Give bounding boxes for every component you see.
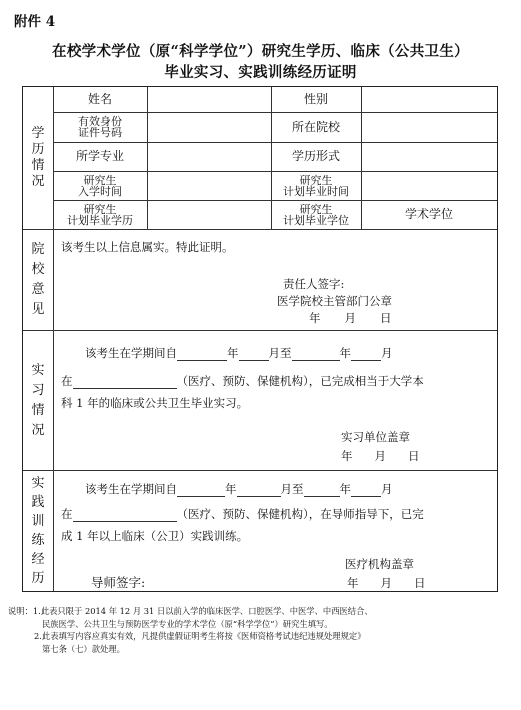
- year-label: 年: [339, 346, 351, 360]
- school-stamp-label: 医学院校主管部门公章: [277, 294, 392, 308]
- end-year-field[interactable]: [292, 346, 340, 361]
- to-label: 至: [292, 482, 304, 496]
- note-line: 2.此表填写内容应真实有效，凡提供虚假证明考生将按《医师资格考试违纪违规处理规定》: [34, 631, 366, 641]
- note-line: 第七条（七）款处理。: [42, 643, 125, 654]
- mentor-signature-label: 导师签字:: [91, 575, 146, 590]
- start-month-field[interactable]: [237, 482, 281, 497]
- note-text: 1.此表只限于 2014 年 12 月 31 日以前入学的临床医学、口腔医学、中医学、中西医结合、: [32, 606, 373, 616]
- section-label-internship: [23, 331, 53, 470]
- day-label: 日: [380, 311, 392, 325]
- section-char: 实: [31, 362, 45, 378]
- internship-completion-line: 科 1 年的临床或公共卫生毕业实习。: [61, 396, 249, 410]
- month-label: 月: [381, 482, 393, 496]
- period-text: 该考生在学期间自: [85, 482, 177, 496]
- planned-grad-time-label: [271, 171, 361, 200]
- gender-value-cell[interactable]: [361, 87, 497, 112]
- section-char: 践: [31, 495, 45, 510]
- degree-value: 学术学位: [404, 207, 453, 221]
- day-label: 日: [408, 449, 420, 463]
- name-label: 姓名: [87, 92, 112, 106]
- planned-grad-degree-label: [53, 200, 147, 229]
- to-label: 至: [280, 346, 292, 360]
- internship-date: [341, 448, 420, 464]
- end-month-field[interactable]: [351, 346, 381, 361]
- section-char: 情: [31, 402, 45, 418]
- institution-prefix: 在: [61, 374, 73, 388]
- year-label: 年: [225, 482, 237, 496]
- planned-grad-degree-value-cell[interactable]: [147, 200, 271, 229]
- section-char: 院: [31, 242, 45, 257]
- form-title-line1: 在校学术学位（原“科学学位”）研究生学历、临床（公共卫生）: [52, 43, 469, 60]
- entry-time-label: [53, 171, 147, 200]
- section-char: 校: [31, 262, 45, 277]
- institution-field[interactable]: [73, 507, 177, 522]
- section-char: 训: [31, 514, 45, 529]
- school-value-cell[interactable]: [361, 112, 497, 142]
- section-char: 习: [31, 382, 45, 398]
- notes-label: 说明：: [8, 606, 33, 616]
- end-month-field[interactable]: [351, 482, 381, 497]
- name-value-cell[interactable]: [147, 87, 271, 112]
- month-label: 月: [280, 482, 292, 496]
- institution-field[interactable]: [73, 374, 177, 389]
- month-label: 月: [381, 346, 393, 360]
- label-line: 研究生: [299, 202, 333, 216]
- month-label: 月: [380, 576, 392, 590]
- start-month-field[interactable]: [239, 346, 269, 361]
- end-year-field[interactable]: [304, 482, 340, 497]
- section-label-education: [23, 87, 53, 229]
- day-label: 日: [414, 576, 426, 590]
- year-label: 年: [341, 449, 353, 463]
- note-line: [8, 605, 513, 618]
- period-text: 该考生在学期间自: [85, 346, 177, 360]
- section-char: 见: [31, 302, 45, 317]
- section-char: 况: [31, 174, 45, 189]
- section-label-practice: [23, 471, 53, 591]
- section-char: 实: [31, 476, 45, 491]
- label-line: 计划毕业学位: [283, 213, 349, 227]
- section-divider: [23, 229, 497, 230]
- internship-stamp-label: 实习单位盖章: [341, 430, 410, 444]
- degree-form-value-cell[interactable]: [361, 142, 497, 171]
- institution-suffix: （医疗、预防、保健机构），在导师指导下，已完: [176, 507, 424, 521]
- section-divider: [23, 470, 497, 471]
- school-label: 所在院校: [291, 119, 340, 134]
- certificate-form: [22, 86, 498, 592]
- section-char: 经: [31, 552, 45, 567]
- label-line: 研究生: [299, 173, 333, 187]
- section-divider: [23, 330, 497, 331]
- practice-date: [347, 575, 426, 591]
- school-date: [309, 310, 392, 326]
- label-line: 证件号码: [78, 126, 122, 139]
- practice-stamp-label: 医疗机构盖章: [345, 557, 414, 571]
- form-title-line2: 毕业实习、实践训练经历证明: [164, 64, 357, 81]
- year-label: 年: [309, 311, 321, 325]
- section-char: 况: [31, 422, 45, 438]
- planned-grad-time-value-cell[interactable]: [361, 171, 497, 200]
- year-label: 年: [339, 482, 351, 496]
- label-line: 研究生: [83, 202, 117, 216]
- section-char: 学: [31, 126, 45, 141]
- degree-form-label: 学历形式: [291, 149, 340, 163]
- major-value-cell[interactable]: [147, 142, 271, 171]
- label-line: 入学时间: [78, 184, 122, 198]
- planned-degree-label: [271, 200, 361, 229]
- section-char: 意: [31, 282, 45, 297]
- month-label: 月: [344, 311, 356, 325]
- school-statement: 该考生以上信息属实。特此证明。: [61, 240, 234, 254]
- entry-time-value-cell[interactable]: [147, 171, 271, 200]
- note-line: 民族医学、公共卫生与预防医学专业的学术学位（原“科学学位”）研究生填写。: [42, 618, 333, 629]
- section-label-school-opinion: [23, 230, 53, 330]
- month-label: 月: [268, 346, 280, 360]
- id-number-value-cell[interactable]: [147, 112, 271, 142]
- gender-label: 性别: [303, 92, 328, 106]
- label-line: 有效身份: [78, 115, 122, 128]
- major-label: 所学专业: [75, 149, 124, 163]
- start-year-field[interactable]: [177, 482, 225, 497]
- start-year-field[interactable]: [177, 346, 227, 361]
- institution-prefix: 在: [61, 507, 73, 521]
- year-label: 年: [227, 346, 239, 360]
- section-char: 历: [31, 571, 45, 586]
- responsible-signature-label: 责任人签字:: [283, 277, 345, 291]
- label-line: 计划毕业时间: [283, 184, 349, 198]
- id-number-label: [53, 112, 147, 142]
- practice-completion-line: 成 1 年以上临床（公卫）实践训练。: [61, 529, 249, 543]
- section-char: 练: [31, 533, 45, 548]
- section-char: 情: [31, 158, 45, 173]
- year-label: 年: [347, 576, 359, 590]
- attachment-label: 附件 4: [14, 14, 56, 30]
- month-label: 月: [374, 449, 386, 463]
- label-line: 计划毕业学历: [67, 213, 133, 227]
- internship-period-line: [85, 345, 393, 361]
- section-char: 历: [31, 142, 45, 157]
- internship-institution-line: [61, 373, 424, 389]
- label-line: 研究生: [83, 173, 117, 187]
- practice-period-line: [85, 481, 393, 497]
- notes: [8, 605, 513, 655]
- practice-institution-line: [61, 506, 424, 522]
- institution-suffix: （医疗、预防、保健机构），已完成相当于大学本: [176, 374, 424, 388]
